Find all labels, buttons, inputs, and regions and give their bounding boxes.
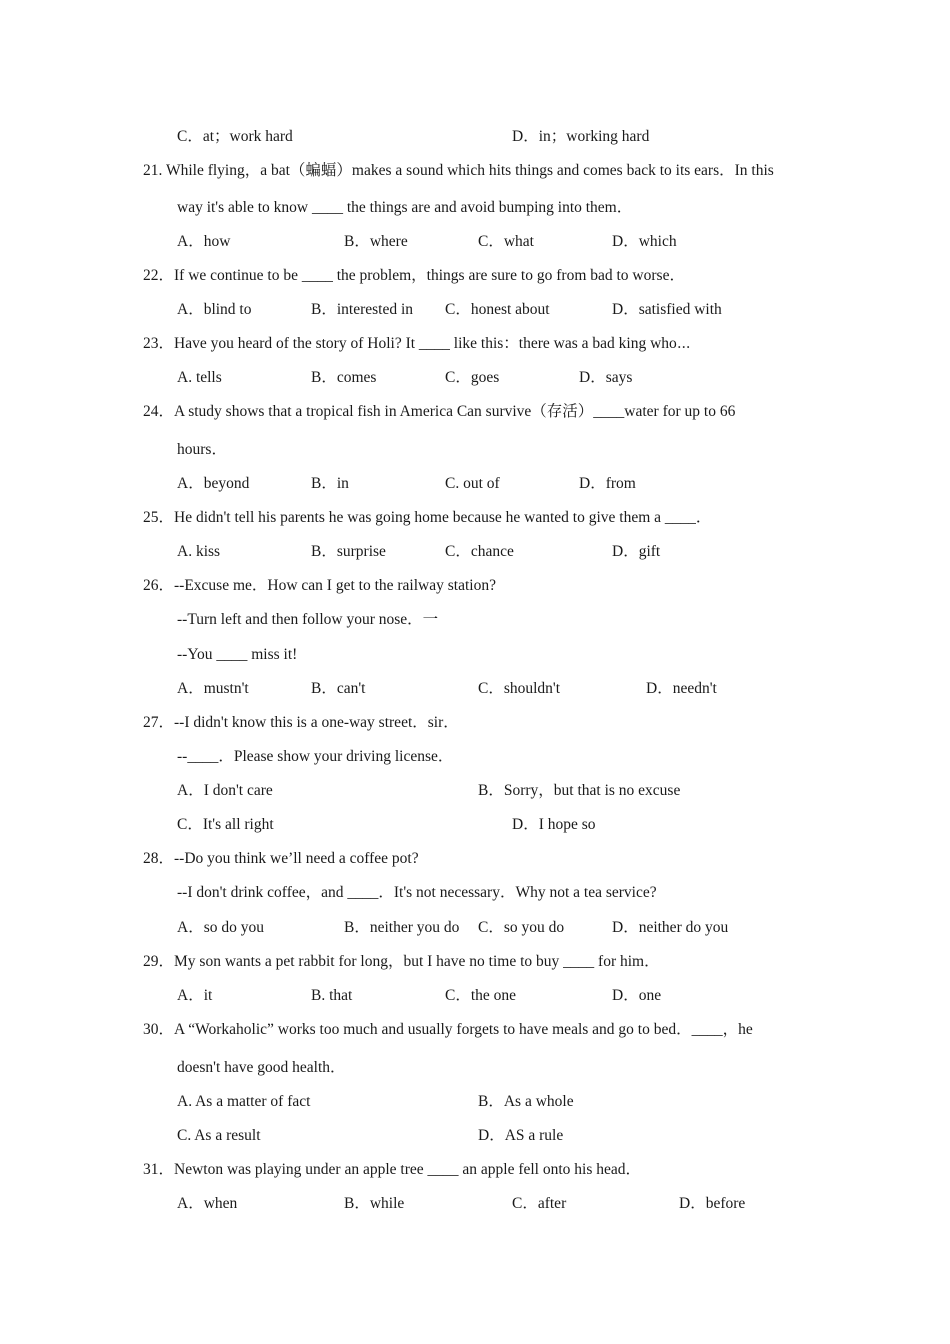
q26-stem-line3: --You ____ miss it! [177,646,298,663]
q21-option-b: B．where [344,233,408,250]
q30-option-a: A. As a matter of fact [177,1093,311,1110]
q23-option-b: B．comes [311,369,377,386]
q25-option-a: A. kiss [177,543,221,560]
q30-stem-line1: 30．A “Workaholic” works too much and usually forgets to have meals and go to bed．____，he [143,1021,753,1038]
q28-option-d: D．neither do you [612,919,729,936]
q26-stem-line1: 26．--Excuse me．How can I get to the railway station? [143,577,496,594]
q27-option-d: D．I hope so [512,816,596,833]
q25-option-b: B．surprise [311,543,386,560]
q23-option-d: D．says [579,369,633,386]
q27-stem-line1: 27．--I didn't know this is a one-way street．sir． [143,714,459,731]
q28-option-b: B．neither you do [344,919,460,936]
q25-option-c: C．chance [445,543,514,560]
q31-option-b: B．while [344,1195,405,1212]
q25-option-d: D．gift [612,543,661,560]
q22-option-c: C．honest about [445,301,550,318]
q29-stem: 29．My son wants a pet rabbit for long，but I have no time to buy ____ for him． [143,953,660,970]
q22-stem: 22．If we continue to be ____ the problem，things are sure to go from bad to worse． [143,267,685,284]
q26-option-a: A．mustn't [177,680,249,697]
q27-option-b: B．Sorry，but that is no excuse [478,782,681,799]
q26-stem-line2: --Turn left and then follow your nose．一 [177,611,439,628]
q29-option-a: A．it [177,987,213,1004]
q28-option-a: A．so do you [177,919,264,936]
q22-option-a: A．blind to [177,301,252,318]
q27-option-c: C．It's all right [177,816,274,833]
q31-option-d: D．before [679,1195,746,1212]
q29-option-b: B. that [311,987,353,1004]
q24-stem-line1: 24．A study shows that a tropical fish in America Can survive（存活）____water for up to 66 [143,403,736,420]
q30-option-c: C. As a result [177,1127,261,1144]
q31-option-c: C．after [512,1195,567,1212]
q24-option-b: B．in [311,475,349,492]
q20-option-d: D．in；working hard [512,128,650,145]
q28-stem-line1: 28．--Do you think we’ll need a coffee pot? [143,850,419,867]
q23-option-c: C．goes [445,369,500,386]
q24-option-a: A．beyond [177,475,250,492]
q28-stem-line2: --I don't drink coffee，and ____．It's not necessary．Why not a tea service? [177,884,657,901]
q24-option-c: C. out of [445,475,500,492]
q20-option-c: C．at；work hard [177,128,293,145]
q24-stem-line2: hours． [177,441,227,458]
q29-option-d: D．one [612,987,662,1004]
q21-option-d: D．which [612,233,677,250]
q23-option-a: A. tells [177,369,222,386]
q30-stem-line2: doesn't have good health． [177,1059,346,1076]
q22-option-b: B．interested in [311,301,414,318]
q21-option-a: A．how [177,233,231,250]
q26-option-d: D．needn't [646,680,717,697]
q30-option-d: D．AS a rule [478,1127,564,1144]
q21-stem-line2: way it's able to know ____ the things are and avoid bumping into them． [177,199,633,216]
q29-option-c: C．the one [445,987,517,1004]
q31-stem: 31．Newton was playing under an apple tree ____ an apple fell onto his head． [143,1161,642,1178]
q22-option-d: D．satisfied with [612,301,722,318]
q31-option-a: A．when [177,1195,238,1212]
q23-stem: 23．Have you heard of the story of Holi? It ____ like this：there was a bad king who⋯ [143,335,691,352]
q21-stem-line1: 21. While flying，a bat（蝙蝠）makes a sound which hits things and comes back to its ears．In this [143,162,774,179]
q21-option-c: C．what [478,233,534,250]
q28-option-c: C．so you do [478,919,565,936]
q26-option-c: C．shouldn't [478,680,561,697]
q27-option-a: A．I don't care [177,782,273,799]
q24-option-d: D．from [579,475,636,492]
q26-option-b: B．can't [311,680,366,697]
q25-stem: 25．He didn't tell his parents he was going home because he wanted to give them a ____． [143,509,712,526]
q30-option-b: B．As a whole [478,1093,574,1110]
q27-stem-line2: --____．Please show your driving license． [177,748,454,765]
